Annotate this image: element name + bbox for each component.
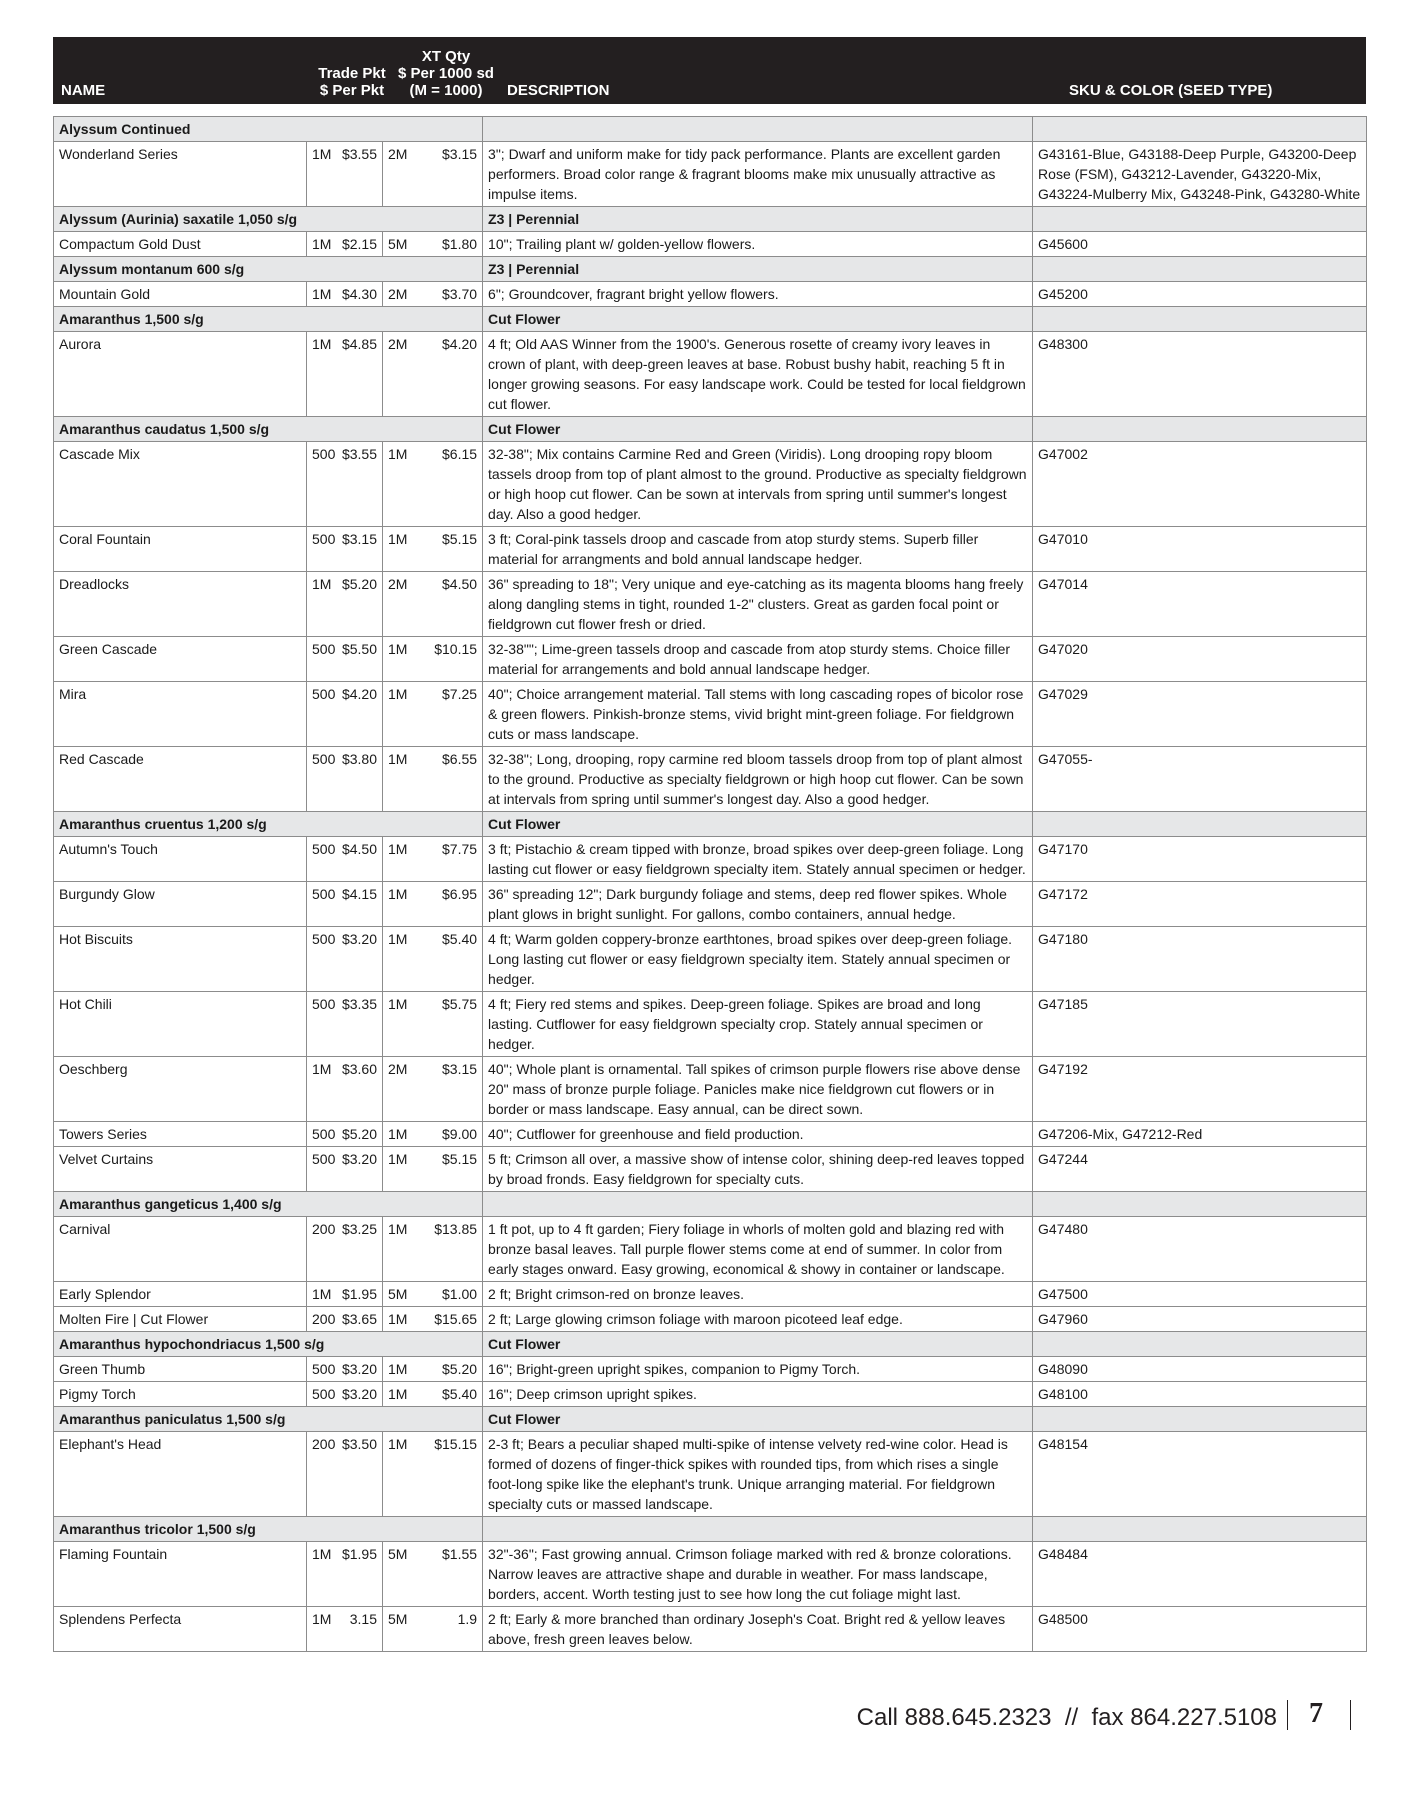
trade-pkt-price: $4.50 <box>341 837 383 882</box>
category-row <box>54 812 1367 837</box>
xt-price: $1.80 <box>427 232 483 257</box>
variety-sku: G47172 <box>1033 882 1367 927</box>
category-row <box>54 1332 1367 1357</box>
table-row <box>54 1382 1367 1407</box>
trade-pkt-price: $3.65 <box>341 1307 383 1332</box>
category-name: Alyssum Continued <box>54 117 483 142</box>
variety-sku: G48100 <box>1033 1382 1367 1407</box>
xt-price: $10.15 <box>427 637 483 682</box>
variety-name: Molten Fire | Cut Flower <box>54 1307 307 1332</box>
variety-name: Oeschberg <box>54 1057 307 1122</box>
trade-pkt-price: 3.15 <box>341 1607 383 1652</box>
category-name: Amaranthus paniculatus 1,500 s/g <box>54 1407 483 1432</box>
contact-info: Call 888.645.2323 // fax 864.227.5108 <box>856 1704 1277 1731</box>
variety-name: Green Thumb <box>54 1357 307 1382</box>
variety-name: Velvet Curtains <box>54 1147 307 1192</box>
xt-price: $5.15 <box>427 527 483 572</box>
variety-sku: G48500 <box>1033 1607 1367 1652</box>
trade-pkt-price: $3.80 <box>341 747 383 812</box>
category-type <box>483 1192 1033 1217</box>
xt-price: $3.15 <box>427 1057 483 1122</box>
category-type: Cut Flower <box>483 812 1033 837</box>
xt-qty: 1M <box>383 747 427 812</box>
trade-pkt-price: $3.20 <box>341 927 383 992</box>
variety-sku: G45600 <box>1033 232 1367 257</box>
variety-sku: G47244 <box>1033 1147 1367 1192</box>
table-row <box>54 282 1367 307</box>
variety-sku: G47010 <box>1033 527 1367 572</box>
trade-pkt-price: $3.50 <box>341 1432 383 1517</box>
table-row <box>54 992 1367 1057</box>
category-sku-cell <box>1033 1407 1367 1432</box>
variety-description: 3 ft; Coral-pink tassels droop and cascade from atop sturdy stems. Superb filler material for arrangments and bold annual landscape hedger. <box>483 527 1033 572</box>
trade-pkt-qty: 1M <box>307 1607 341 1652</box>
trade-pkt-price: $3.55 <box>341 442 383 527</box>
xt-price: $3.15 <box>427 142 483 207</box>
variety-sku: G47170 <box>1033 837 1367 882</box>
trade-pkt-qty: 500 <box>307 837 341 882</box>
trade-pkt-qty: 1M <box>307 232 341 257</box>
seed-table <box>53 116 1367 1652</box>
trade-pkt-price: $5.50 <box>341 637 383 682</box>
trade-pkt-price: $4.20 <box>341 682 383 747</box>
xt-price: $6.95 <box>427 882 483 927</box>
variety-name: Compactum Gold Dust <box>54 232 307 257</box>
header-description: DESCRIPTION <box>507 82 610 99</box>
variety-name: Early Splendor <box>54 1282 307 1307</box>
trade-pkt-qty: 1M <box>307 1542 341 1607</box>
category-sku-cell <box>1033 257 1367 282</box>
table-row <box>54 232 1367 257</box>
footer-divider <box>1287 1700 1288 1730</box>
table-row <box>54 572 1367 637</box>
xt-price: $1.00 <box>427 1282 483 1307</box>
variety-description: 32-38""; Lime-green tassels droop and cascade from atop sturdy stems. Choice filler material for arrangements and bold annual landscape hedger. <box>483 637 1033 682</box>
xt-price: $6.55 <box>427 747 483 812</box>
xt-qty: 1M <box>383 837 427 882</box>
category-name: Amaranthus cruentus 1,200 s/g <box>54 812 483 837</box>
category-row <box>54 207 1367 232</box>
xt-qty: 5M <box>383 1282 427 1307</box>
xt-price: $7.75 <box>427 837 483 882</box>
xt-price: $5.40 <box>427 927 483 992</box>
trade-pkt-price: $1.95 <box>341 1282 383 1307</box>
trade-pkt-price: $3.55 <box>341 142 383 207</box>
table-row <box>54 837 1367 882</box>
trade-pkt-qty: 500 <box>307 882 341 927</box>
xt-qty: 1M <box>383 1122 427 1147</box>
xt-price: $5.40 <box>427 1382 483 1407</box>
category-sku-cell <box>1033 1332 1367 1357</box>
variety-name: Wonderland Series <box>54 142 307 207</box>
variety-description: 36" spreading 12"; Dark burgundy foliage and stems, deep red flower spikes. Whole plant glows in bright sunlight. For gallons, combo containers, annual hedge. <box>483 882 1033 927</box>
variety-name: Green Cascade <box>54 637 307 682</box>
variety-sku: G47206-Mix, G47212-Red <box>1033 1122 1367 1147</box>
xt-qty: 2M <box>383 282 427 307</box>
trade-pkt-price: $3.35 <box>341 992 383 1057</box>
variety-description: 2-3 ft; Bears a peculiar shaped multi-spike of intense velvety red-wine color. Head is formed of dozens of finger-thick spikes with rounded tips, from which rises a single foot-long spike like the elephant's trunk. Unique arranging material. For fieldgrown specialty cuts or massed landscape. <box>483 1432 1033 1517</box>
table-row <box>54 142 1367 207</box>
variety-description: 3"; Dwarf and uniform make for tidy pack performance. Plants are excellent garden performers. Broad color range & fragrant blooms make mix unusually attractive as impulse items. <box>483 142 1033 207</box>
xt-price: $15.15 <box>427 1432 483 1517</box>
xt-qty: 1M <box>383 992 427 1057</box>
xt-qty: 1M <box>383 527 427 572</box>
variety-description: 16"; Bright-green upright spikes, companion to Pigmy Torch. <box>483 1357 1033 1382</box>
table-row <box>54 442 1367 527</box>
trade-pkt-price: $3.15 <box>341 527 383 572</box>
catalog-page <box>53 37 1366 1652</box>
variety-description: 1 ft pot, up to 4 ft garden; Fiery foliage in whorls of molten gold and blazing red with bronze basal leaves. Tall purple flower stems come at end of summer. In color from early stages onward. Easy growing, economical & showy in container or landscape. <box>483 1217 1033 1282</box>
xt-price: $4.50 <box>427 572 483 637</box>
trade-pkt-price: $3.20 <box>341 1357 383 1382</box>
xt-price: $7.25 <box>427 682 483 747</box>
variety-name: Autumn's Touch <box>54 837 307 882</box>
variety-name: Hot Biscuits <box>54 927 307 992</box>
trade-pkt-qty: 500 <box>307 747 341 812</box>
xt-qty: 1M <box>383 637 427 682</box>
category-name: Amaranthus gangeticus 1,400 s/g <box>54 1192 483 1217</box>
variety-sku: G47480 <box>1033 1217 1367 1282</box>
variety-sku: G47185 <box>1033 992 1367 1057</box>
category-row <box>54 117 1367 142</box>
header-trade-pkt: Trade Pkt $ Per Pkt <box>318 65 386 99</box>
variety-name: Red Cascade <box>54 747 307 812</box>
variety-sku: G47960 <box>1033 1307 1367 1332</box>
trade-pkt-price: $4.15 <box>341 882 383 927</box>
xt-price: $5.75 <box>427 992 483 1057</box>
xt-price: 1.9 <box>427 1607 483 1652</box>
variety-description: 2 ft; Large glowing crimson foliage with maroon picoteed leaf edge. <box>483 1307 1033 1332</box>
table-row <box>54 1217 1367 1282</box>
trade-pkt-qty: 1M <box>307 142 341 207</box>
variety-description: 16"; Deep crimson upright spikes. <box>483 1382 1033 1407</box>
xt-price: $3.70 <box>427 282 483 307</box>
xt-price: $1.55 <box>427 1542 483 1607</box>
trade-pkt-qty: 500 <box>307 1357 341 1382</box>
page-number: 7 <box>1309 1698 1323 1729</box>
category-type: Cut Flower <box>483 307 1033 332</box>
table-row <box>54 1357 1367 1382</box>
category-type: Cut Flower <box>483 1407 1033 1432</box>
table-row <box>54 1607 1367 1652</box>
trade-pkt-price: $3.25 <box>341 1217 383 1282</box>
variety-sku: G48300 <box>1033 332 1367 417</box>
variety-description: 32-38"; Mix contains Carmine Red and Green (Viridis). Long drooping ropy bloom tassels droop from top of plant almost to the ground. Productive as specialty fieldgrown or high hoop cut flower. Can be sown at intervals from spring until summer's longest day. Also a good hedger. <box>483 442 1033 527</box>
variety-description: 40"; Whole plant is ornamental. Tall spikes of crimson purple flowers rise above dense 20" mass of bronze purple foliage. Panicles make nice fieldgrown cut flowers or in border or mass landscape. Easy annual, can be direct sown. <box>483 1057 1033 1122</box>
trade-pkt-qty: 1M <box>307 282 341 307</box>
trade-pkt-price: $3.20 <box>341 1382 383 1407</box>
category-name: Amaranthus tricolor 1,500 s/g <box>54 1517 483 1542</box>
category-sku-cell <box>1033 812 1367 837</box>
category-type: Cut Flower <box>483 1332 1033 1357</box>
trade-pkt-price: $4.30 <box>341 282 383 307</box>
table-row <box>54 1057 1367 1122</box>
trade-pkt-qty: 500 <box>307 927 341 992</box>
category-row <box>54 257 1367 282</box>
variety-name: Elephant's Head <box>54 1432 307 1517</box>
trade-pkt-price: $4.85 <box>341 332 383 417</box>
category-row <box>54 307 1367 332</box>
variety-description: 40"; Cutflower for greenhouse and field production. <box>483 1122 1033 1147</box>
category-sku-cell <box>1033 1517 1367 1542</box>
trade-pkt-price: $5.20 <box>341 572 383 637</box>
variety-sku: G48090 <box>1033 1357 1367 1382</box>
variety-name: Pigmy Torch <box>54 1382 307 1407</box>
variety-sku: G47002 <box>1033 442 1367 527</box>
variety-sku: G47180 <box>1033 927 1367 992</box>
xt-price: $15.65 <box>427 1307 483 1332</box>
variety-name: Hot Chili <box>54 992 307 1057</box>
xt-qty: 5M <box>383 1542 427 1607</box>
trade-pkt-price: $2.15 <box>341 232 383 257</box>
trade-pkt-qty: 1M <box>307 332 341 417</box>
table-row <box>54 927 1367 992</box>
trade-pkt-qty: 200 <box>307 1307 341 1332</box>
category-row <box>54 417 1367 442</box>
table-row <box>54 1307 1367 1332</box>
trade-pkt-qty: 500 <box>307 1122 341 1147</box>
xt-price: $9.00 <box>427 1122 483 1147</box>
table-row <box>54 747 1367 812</box>
footer-divider <box>1350 1700 1351 1730</box>
table-row <box>54 1542 1367 1607</box>
variety-name: Dreadlocks <box>54 572 307 637</box>
category-sku-cell <box>1033 207 1367 232</box>
table-row <box>54 682 1367 747</box>
xt-qty: 1M <box>383 1357 427 1382</box>
table-row <box>54 332 1367 417</box>
xt-qty: 2M <box>383 142 427 207</box>
category-name: Amaranthus hypochondriacus 1,500 s/g <box>54 1332 483 1357</box>
category-sku-cell <box>1033 1192 1367 1217</box>
variety-name: Flaming Fountain <box>54 1542 307 1607</box>
variety-sku: G48484 <box>1033 1542 1367 1607</box>
category-name: Alyssum (Aurinia) saxatile 1,050 s/g <box>54 207 483 232</box>
variety-sku: G48154 <box>1033 1432 1367 1517</box>
trade-pkt-qty: 500 <box>307 527 341 572</box>
xt-price: $13.85 <box>427 1217 483 1282</box>
variety-description: 36" spreading to 18"; Very unique and eye-catching as its magenta blooms hang freely along dangling stems in tight, rounded 1-2" clusters. Great as garden focal point or fieldgrown cut flower fresh or dried. <box>483 572 1033 637</box>
variety-description: 6"; Groundcover, fragrant bright yellow flowers. <box>483 282 1033 307</box>
category-sku-cell <box>1033 117 1367 142</box>
variety-name: Splendens Perfecta <box>54 1607 307 1652</box>
trade-pkt-qty: 500 <box>307 442 341 527</box>
xt-qty: 1M <box>383 682 427 747</box>
trade-pkt-qty: 1M <box>307 1057 341 1122</box>
trade-pkt-price: $1.95 <box>341 1542 383 1607</box>
category-row <box>54 1192 1367 1217</box>
variety-description: 32"-36"; Fast growing annual. Crimson foliage marked with red & bronze colorations. Narrow leaves are attractive shape and durable in weather. For mass landscape, borders, accent. Worth testing just to see how long the cut foliage might last. <box>483 1542 1033 1607</box>
xt-price: $4.20 <box>427 332 483 417</box>
xt-price: $6.15 <box>427 442 483 527</box>
header-name: NAME <box>61 82 106 99</box>
variety-name: Aurora <box>54 332 307 417</box>
variety-description: 4 ft; Fiery red stems and spikes. Deep-green foliage. Spikes are broad and long lasting. Cutflower for easy fieldgrown specialty crop. Stately annual specimen or hedger. <box>483 992 1033 1057</box>
category-type <box>483 1517 1033 1542</box>
variety-name: Mountain Gold <box>54 282 307 307</box>
variety-name: Coral Fountain <box>54 527 307 572</box>
xt-qty: 1M <box>383 1147 427 1192</box>
xt-qty: 2M <box>383 1057 427 1122</box>
table-row <box>54 1122 1367 1147</box>
category-sku-cell <box>1033 417 1367 442</box>
xt-qty: 1M <box>383 1307 427 1332</box>
variety-sku: G47014 <box>1033 572 1367 637</box>
variety-description: 40"; Choice arrangement material. Tall stems with long cascading ropes of bicolor rose & green flowers. Pinkish-bronze stems, vivid bright mint-green foliage. For fieldgrown cuts or mass landscape. <box>483 682 1033 747</box>
xt-qty: 5M <box>383 232 427 257</box>
trade-pkt-qty: 1M <box>307 1282 341 1307</box>
trade-pkt-qty: 500 <box>307 1382 341 1407</box>
category-type: Cut Flower <box>483 417 1033 442</box>
xt-price: $5.20 <box>427 1357 483 1382</box>
category-type: Z3 | Perennial <box>483 207 1033 232</box>
variety-name: Burgundy Glow <box>54 882 307 927</box>
variety-description: 2 ft; Bright crimson-red on bronze leaves. <box>483 1282 1033 1307</box>
variety-sku: G47029 <box>1033 682 1367 747</box>
trade-pkt-qty: 500 <box>307 1147 341 1192</box>
table-row <box>54 882 1367 927</box>
table-row <box>54 1432 1367 1517</box>
trade-pkt-price: $5.20 <box>341 1122 383 1147</box>
category-type: Z3 | Perennial <box>483 257 1033 282</box>
category-name: Amaranthus 1,500 s/g <box>54 307 483 332</box>
variety-description: 4 ft; Old AAS Winner from the 1900's. Generous rosette of creamy ivory leaves in crown of plant, with deep-green leaves at base. Robust bushy habit, reaching 5 ft in longer growing seasons. For easy landscape work. Could be tested for local fieldgrown cut flower. <box>483 332 1033 417</box>
table-row <box>54 527 1367 572</box>
variety-sku: G47020 <box>1033 637 1367 682</box>
variety-description: 3 ft; Pistachio & cream tipped with bronze, broad spikes over deep-green foliage. Long lasting cut flower or easy fieldgrown specialty item. Stately annual specimen or hedger. <box>483 837 1033 882</box>
variety-description: 4 ft; Warm golden coppery-bronze earthtones, broad spikes over deep-green foliage. Long lasting cut flower or easy fieldgrown specialty item. Stately annual specimen or hedger. <box>483 927 1033 992</box>
variety-sku: G43161-Blue, G43188-Deep Purple, G43200-Deep Rose (FSM), G43212-Lavender, G43220-Mix, G43224-Mulberry Mix, G43248-Pink, G43280-White <box>1033 142 1367 207</box>
variety-description: 2 ft; Early & more branched than ordinary Joseph's Coat. Bright red & yellow leaves above, fresh green leaves below. <box>483 1607 1033 1652</box>
variety-name: Towers Series <box>54 1122 307 1147</box>
variety-sku: G47192 <box>1033 1057 1367 1122</box>
category-name: Alyssum montanum 600 s/g <box>54 257 483 282</box>
category-sku-cell <box>1033 307 1367 332</box>
trade-pkt-qty: 200 <box>307 1432 341 1517</box>
xt-qty: 1M <box>383 882 427 927</box>
variety-description: 32-38"; Long, drooping, ropy carmine red bloom tassels droop from top of plant almost to the ground. Productive as specialty fieldgrown or high hoop cut flower. Can be sown at intervals from spring until summer's longest day. Also a good hedger. <box>483 747 1033 812</box>
category-type <box>483 117 1033 142</box>
table-row <box>54 1147 1367 1192</box>
trade-pkt-price: $3.60 <box>341 1057 383 1122</box>
table-header <box>53 37 1366 104</box>
xt-qty: 5M <box>383 1607 427 1652</box>
table-row <box>54 637 1367 682</box>
header-xt-qty: XT Qty $ Per 1000 sd (M = 1000) <box>398 48 494 99</box>
variety-name: Carnival <box>54 1217 307 1282</box>
xt-qty: 1M <box>383 927 427 992</box>
trade-pkt-price: $3.20 <box>341 1147 383 1192</box>
xt-qty: 2M <box>383 332 427 417</box>
xt-price: $5.15 <box>427 1147 483 1192</box>
xt-qty: 1M <box>383 1432 427 1517</box>
xt-qty: 1M <box>383 1382 427 1407</box>
trade-pkt-qty: 200 <box>307 1217 341 1282</box>
trade-pkt-qty: 500 <box>307 992 341 1057</box>
xt-qty: 2M <box>383 572 427 637</box>
variety-sku: G45200 <box>1033 282 1367 307</box>
variety-sku: G47500 <box>1033 1282 1367 1307</box>
variety-sku: G47055- <box>1033 747 1367 812</box>
variety-description: 10"; Trailing plant w/ golden-yellow flowers. <box>483 232 1033 257</box>
category-row <box>54 1407 1367 1432</box>
xt-qty: 1M <box>383 1217 427 1282</box>
header-sku: SKU & COLOR (SEED TYPE) <box>1069 82 1273 99</box>
trade-pkt-qty: 500 <box>307 682 341 747</box>
variety-name: Cascade Mix <box>54 442 307 527</box>
category-name: Amaranthus caudatus 1,500 s/g <box>54 417 483 442</box>
table-row <box>54 1282 1367 1307</box>
xt-qty: 1M <box>383 442 427 527</box>
variety-description: 5 ft; Crimson all over, a massive show of intense color, shining deep-red leaves topped by broad fronds. Easy fieldgrown for specialty cuts. <box>483 1147 1033 1192</box>
trade-pkt-qty: 500 <box>307 637 341 682</box>
page-footer <box>0 1698 1407 1738</box>
category-row <box>54 1517 1367 1542</box>
variety-name: Mira <box>54 682 307 747</box>
trade-pkt-qty: 1M <box>307 572 341 637</box>
